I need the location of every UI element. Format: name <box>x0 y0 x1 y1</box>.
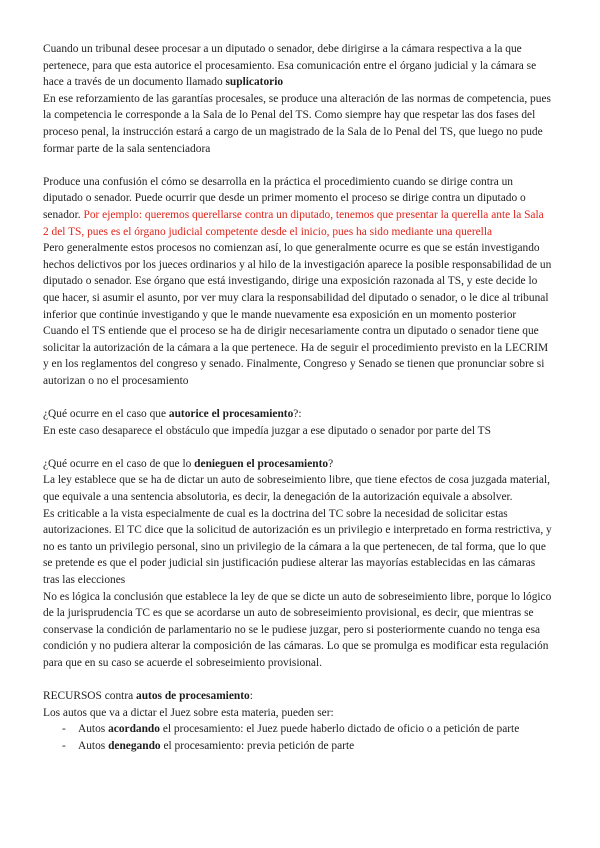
paragraph-sobreseimiento-provisional: No es lógica la conclusión que establece la ley de que se dicte un auto de sobreseimiento libre, porque lo lógico de la jurisprudencia TC es que se acordarse un auto de sobreseimiento provisional, es decir, que mientras se conservase la condición de parlamentario no se le pudiese juzgar, pero si posteriormente cuando no tenga esa condición y no pudiera alterar la composición de las cámaras. Lo que se promulga es modificar esta regulación para que en su caso se acuerde el sobreseimiento provisional. <box>43 590 552 669</box>
spacer <box>43 672 552 689</box>
spacer <box>43 157 552 174</box>
paragraph-competencia: En ese reforzamiento de las garantías procesales, se produce una alteración de las normas de competencia, pues la competencia le corresponde a la Sala de lo Penal del TS. Como siempre hay que respetar las dos fases del proceso penal, la instrucción estará a cargo de un magistrado de la Sala de lo Penal del TS, que luego no pude formar parte de la sala sentenciadora <box>43 92 551 155</box>
paragraph-autorizacion-camara: Cuando el TS entiende que el proceso se ha de dirigir necesariamente contra un diputado o senador tiene que solicitar la autorización de la cámara a la que pertenece. Ha de seguir el procedimiento previsto en la LECRIM y en los reglamentos del congreso y senado. Finalmente, Congreso y Senado se tienen que pronunciar sobre si autorizan o no el procesamiento <box>43 325 549 387</box>
paragraph-critica-doctrina-tc: Es criticable a la vista especialmente de cual es la doctrina del TC sobre la necesidad de solicitar estas autorizaciones. El TC dice que la solicitud de autorización es un privilegio e interpretado en forma restrictiva, y no es tanto un privilegio personal, sino un privilegio de la cámara a la que pertenecen, de tal forma, que lo que se pretende es que el poder judicial sin justificación pudiese alterar las mayorías establecidas en las cámaras tras las elecciones <box>43 507 552 586</box>
paragraph-tipos-autos: Los autos que va a dictar el Juez sobre esta materia, pueden ser: <box>43 706 334 719</box>
list-item: - Autos acordando el procesamiento: el Juez puede haberlo dictado de oficio o a petición de parte <box>62 723 520 736</box>
question-autorice: ¿Qué ocurre en el caso que autorice el procesamiento?: <box>43 408 302 421</box>
paragraph-autoriza-respuesta: En este caso desaparece el obstáculo que impedía juzgar a ese diputado o senador por parte del TS <box>43 424 491 437</box>
heading-recursos: RECURSOS contra autos de procesamiento: <box>43 690 253 703</box>
paragraph-sobreseimiento-libre: La ley establece que se ha de dictar un auto de sobreseimiento libre, que tiene efectos de cosa juzgada material, que equivale a una sentencia absolutoria, es decir, la denegación de la autorización equivale a absolver. <box>43 474 550 504</box>
paragraph-confusion: Produce una confusión el cómo se desarrolla en la práctica el procedimiento cuando se dirige contra un diputado o senador. Puede ocurrir que desde un primer momento el proceso se dirige contra un diputado o senador. Por ejemplo: queremos querellarse contra un diputado, tenemos que presentar la querella ante la Sala 2 del TS, pues es el órgano judicial competente desde el inicio, pues ha sido mediante una querella <box>43 175 544 238</box>
autos-list <box>43 721 552 754</box>
spacer <box>43 439 552 456</box>
spacer <box>43 389 552 406</box>
paragraph-exposicion-razonada: Pero generalmente estos procesos no comienzan así, lo que generalmente ocurre es que se están investigando hechos delictivos por los jueces ordinarios y al hilo de la investigación aparece la posible responsabilidad de un diputado o senador. Ese órgano que está investigando, dirige una exposición razonada al TS, y este decide lo que hacer, si asumir el asunto, por ver muy clara la responsabilidad del diputado o senador, o le dice al tribunal inferior que continúe investigando y que le mande nuevamente esa exposición en un momento posterior <box>43 242 552 321</box>
paragraph-suplicatorio: Cuando un tribunal desee procesar a un diputado o senador, debe dirigirse a la cámara respectiva a la que pertenece, para que esta autorice el procesamiento. Esa comunicación entre el órgano judicial y la cámara se hace a través de un documento llamado suplicatorio <box>43 43 537 89</box>
list-item: - Autos denegando el procesamiento: previa petición de parte <box>62 739 355 752</box>
example-highlight: Por ejemplo: queremos querellarse contra un diputado, tenemos que presentar la querella ante la Sala 2 del TS, pues es el órgano judicial competente desde el inicio, pues ha sido mediante una querella <box>43 208 544 238</box>
question-denieguen: ¿Qué ocurre en el caso de que lo denieguen el procesamiento? <box>43 457 334 470</box>
term-suplicatorio: suplicatorio <box>225 76 284 89</box>
